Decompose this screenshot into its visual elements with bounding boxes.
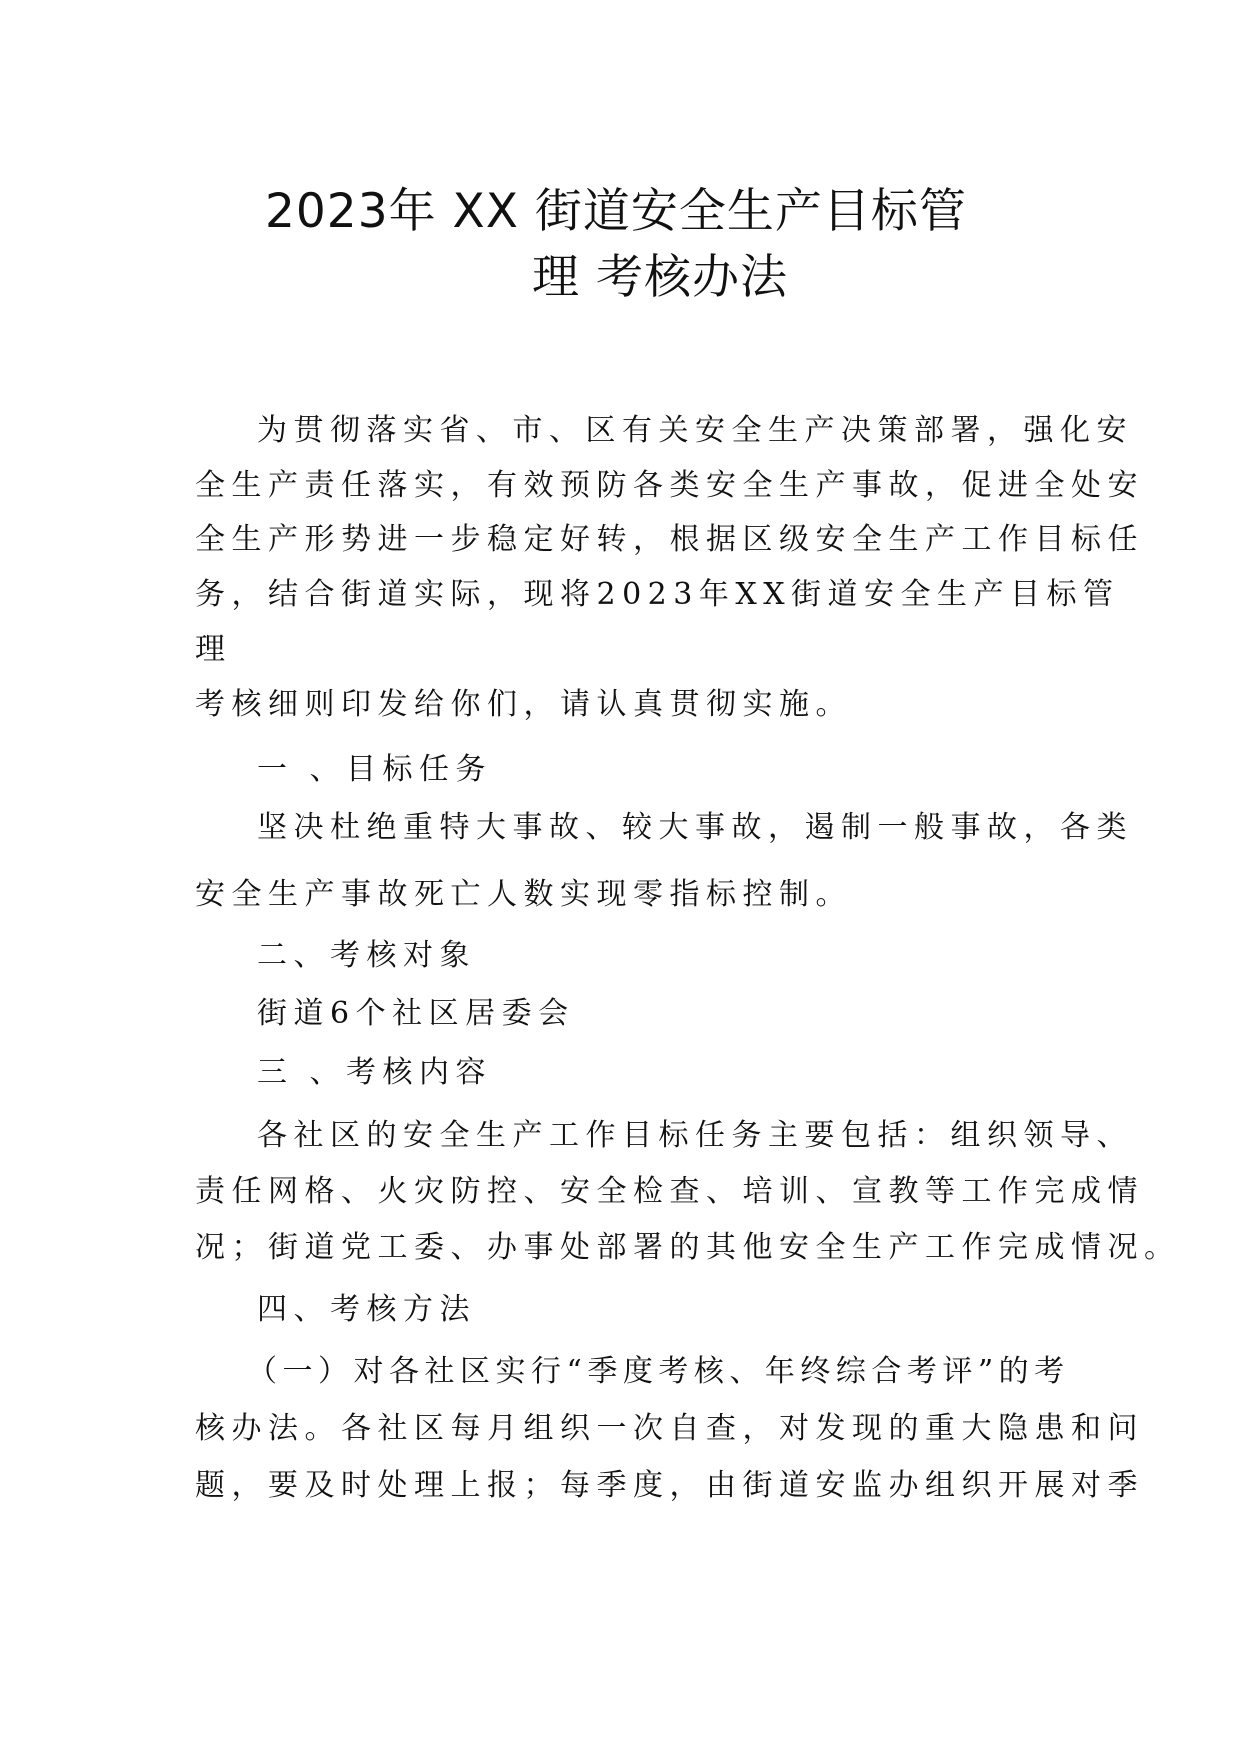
body-line-9: 安全生产事故死亡人数实现零指标控制。 — [195, 877, 852, 912]
document-title-line-1: 2023年 XX 街道安全生产目标管 — [265, 184, 967, 239]
body-line-2: 全生产责任落实，有效预防各类安全生产事故，促进全处安 — [195, 468, 1144, 503]
body-line-8: 坚决杜绝重特大事故、较大事故，遏制一般事故，各类 — [257, 810, 1133, 845]
body-line-3: 全生产形势进一步稳定好转，根据区级安全生产工作目标任 — [195, 522, 1144, 557]
section-heading-2: 二、考核对象 — [257, 938, 476, 973]
body-line-19: 题，要及时处理上报；每季度，由街道安监办组织开展对季 — [195, 1468, 1144, 1503]
body-line-14: 责任网格、火灾防控、安全检查、培训、宣教等工作完成情 — [195, 1174, 1144, 1209]
body-line-1: 为贯彻落实省、市、区有关安全生产决策部署，强化安 — [257, 413, 1133, 448]
body-line-13: 各社区的安全生产工作目标任务主要包括：组织领导、 — [257, 1118, 1133, 1153]
body-line-15: 况；街道党工委、办事处部署的其他安全生产工作完成情况。 — [195, 1230, 1181, 1265]
section-heading-3: 三 、考核内容 — [257, 1055, 493, 1090]
document-title-line-2: 理 考核办法 — [532, 250, 788, 305]
section-heading-4: 四、考核方法 — [257, 1292, 476, 1327]
section-heading-1: 一 、目标任务 — [257, 752, 493, 787]
body-line-4: 务，结合街道实际，现将2023年XX街道安全生产目标管 — [195, 577, 1120, 612]
body-line-11: 街道6个社区居委会 — [257, 996, 575, 1031]
body-line-17: （一）对各社区实行“季度考核、年终综合考评”的考 — [247, 1354, 1070, 1389]
body-line-5: 理 — [195, 632, 232, 667]
body-line-18: 核办法。各社区每月组织一次自查，对发现的重大隐患和问 — [195, 1411, 1144, 1446]
body-line-6: 考核细则印发给你们，请认真贯彻实施。 — [195, 687, 852, 722]
